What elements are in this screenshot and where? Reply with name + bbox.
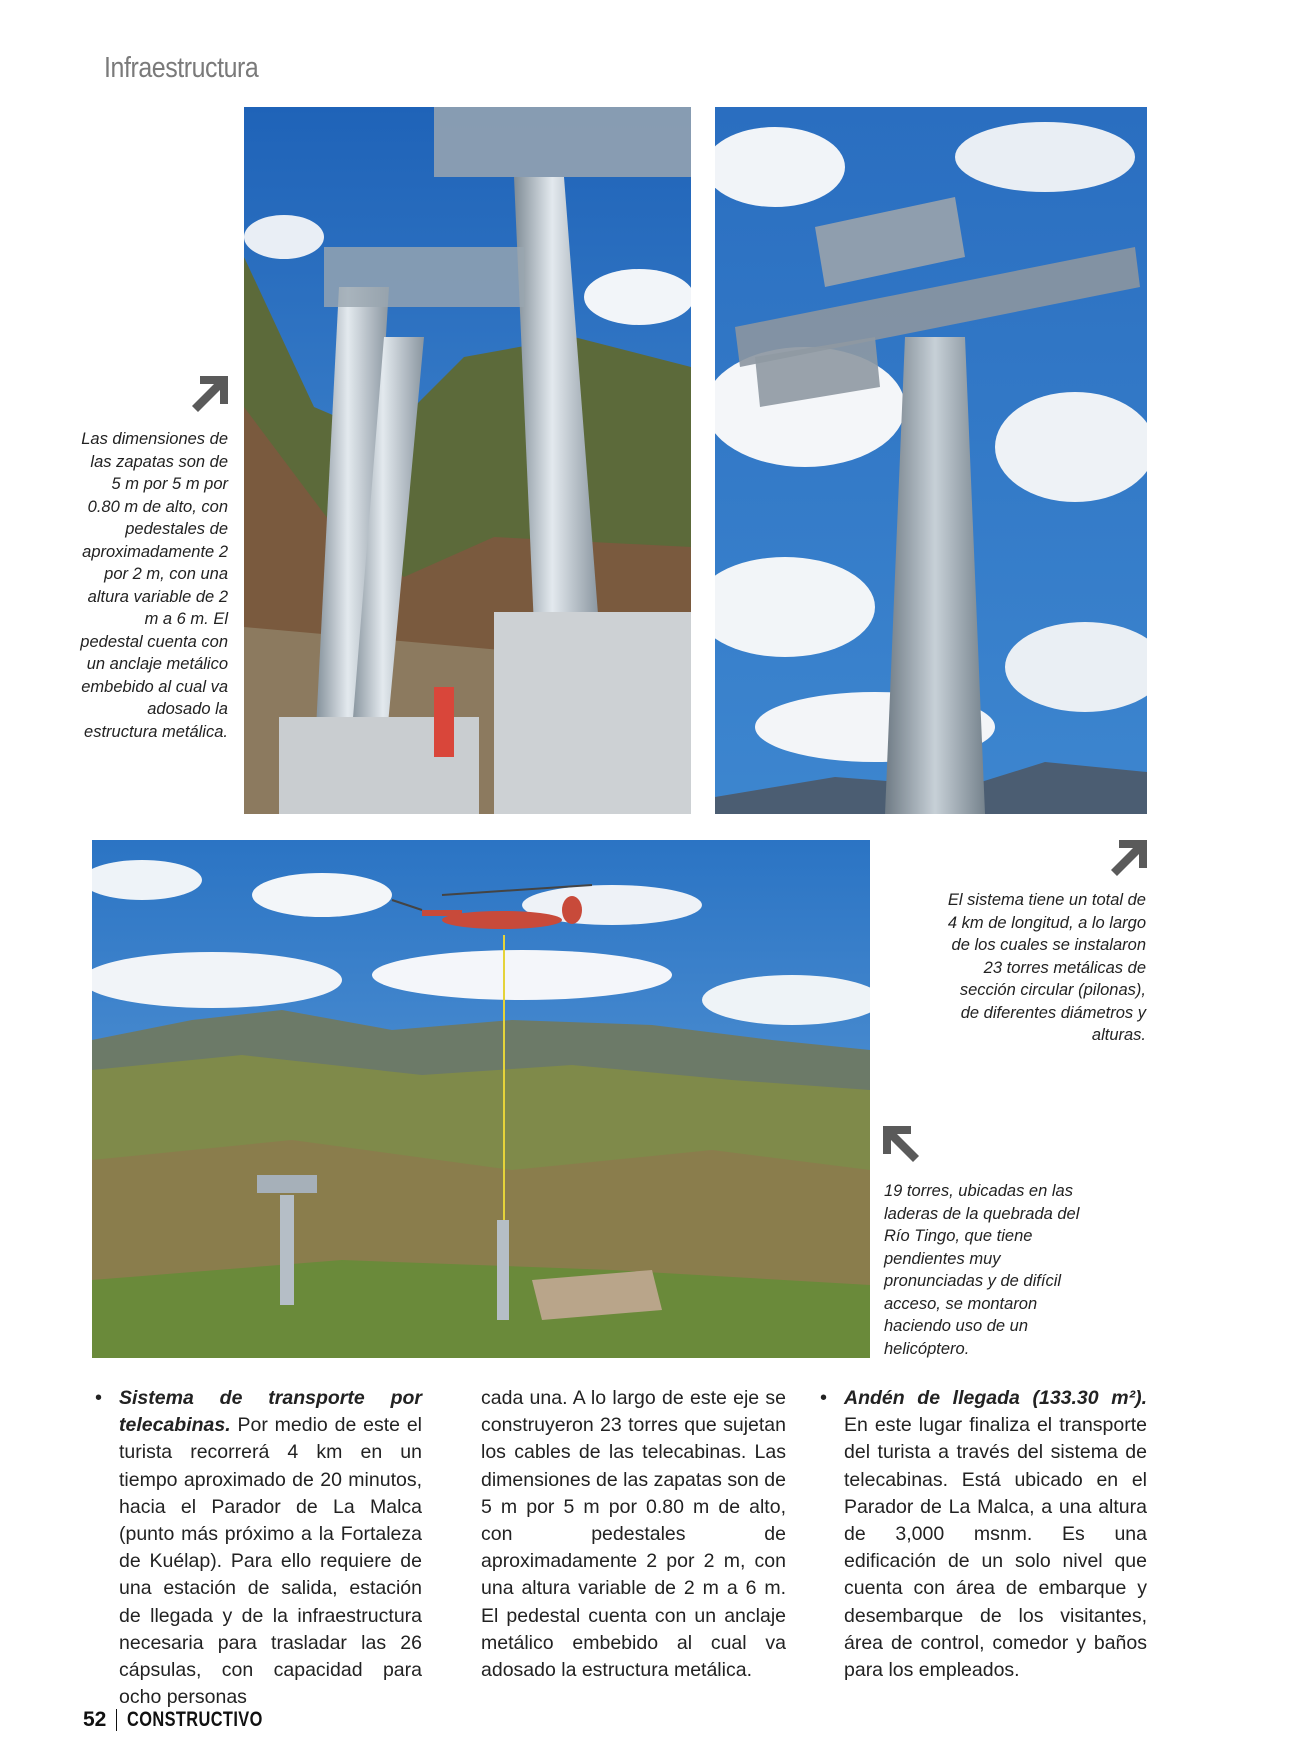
column-3-heading: Andén de llegada (133.30 m²). [844,1387,1147,1409]
photo-single-tower [715,107,1147,814]
column-3-text: En este lugar finaliza el transporte del turista a través del sistema de telecabinas. Está ubicado en el Parador de La Malca, a una altura de 3,000 msnm. Es una edificación de un solo nivel que cuenta con área de embarque y desembarque de los visitantes, área de control, comedor y baños para los empleados. [844,1414,1147,1682]
body-column-2 [481,1385,786,1684]
column-1-text: Por medio de este el turista recorrerá 4 km en un tiempo aproximado de 20 minutos, hacia el Parador de La Malca (punto más próximo a la Fortaleza de Kuélap). Para ello requiere de una estación de salida, estación de llegada y de la infraestructura necesaria para trasladar las 26 cápsulas, con capacidad para ocho personas [119,1414,422,1709]
arrow-icon-caption-sistema [1111,840,1147,876]
column-2-text: cada una. A lo largo de este eje se construyeron 23 torres que sujetan los cables de las telecabinas. Las dimensiones de las zapatas son de 5 m por 5 m por 0.80 m de alto, con pedestales de aproximadamente 2 por 2 m, con una altura variable de 2 m a 6 m. El pedestal cuenta con un anclaje metálico embebido al cual va adosado la estructura metálica. [481,1387,786,1682]
bullet-icon: • [95,1387,103,1409]
arrow-icon-caption-torres [883,1126,919,1162]
caption-zapatas: Las dimensiones de las zapatas son de 5 m por 5 m por 0.80 m de alto, con pedestales de aproximadamente 2 por 2 m, con una altura variable de 2 m a 6 m. El pedestal cuenta con un anclaje metálico embebido al cual va adosado la estructura metálica. [80,430,228,741]
page-footer [83,1708,301,1732]
caption-torres: 19 torres, ubicadas en las laderas de la quebrada del Río Tingo, que tiene pendientes muy pronunciadas y de difícil acceso, se montaron haciendo uso de un helicóptero. [884,1182,1080,1358]
column-1-heading: Sistema de transporte por telecabinas. [119,1387,422,1437]
photo-helicopter [92,840,870,1358]
body-column-3 [820,1385,1147,1684]
body-column-1 [95,1385,422,1711]
arrow-icon-caption-zapatas [192,376,228,412]
photo-twin-towers [244,107,691,814]
bullet-icon: • [820,1387,828,1409]
caption-sistema: El sistema tiene un total de 4 km de longitud, a lo largo de los cuales se instalaron 23 torres metálicas de sección circular (pilonas), de diferentes diámetros y alturas. [947,891,1146,1044]
magazine-name: CONSTRUCTIVO [127,1708,264,1731]
page-number: 52 [83,1708,107,1731]
section-label: Infraestructura [104,52,259,84]
footer-divider [116,1709,117,1731]
